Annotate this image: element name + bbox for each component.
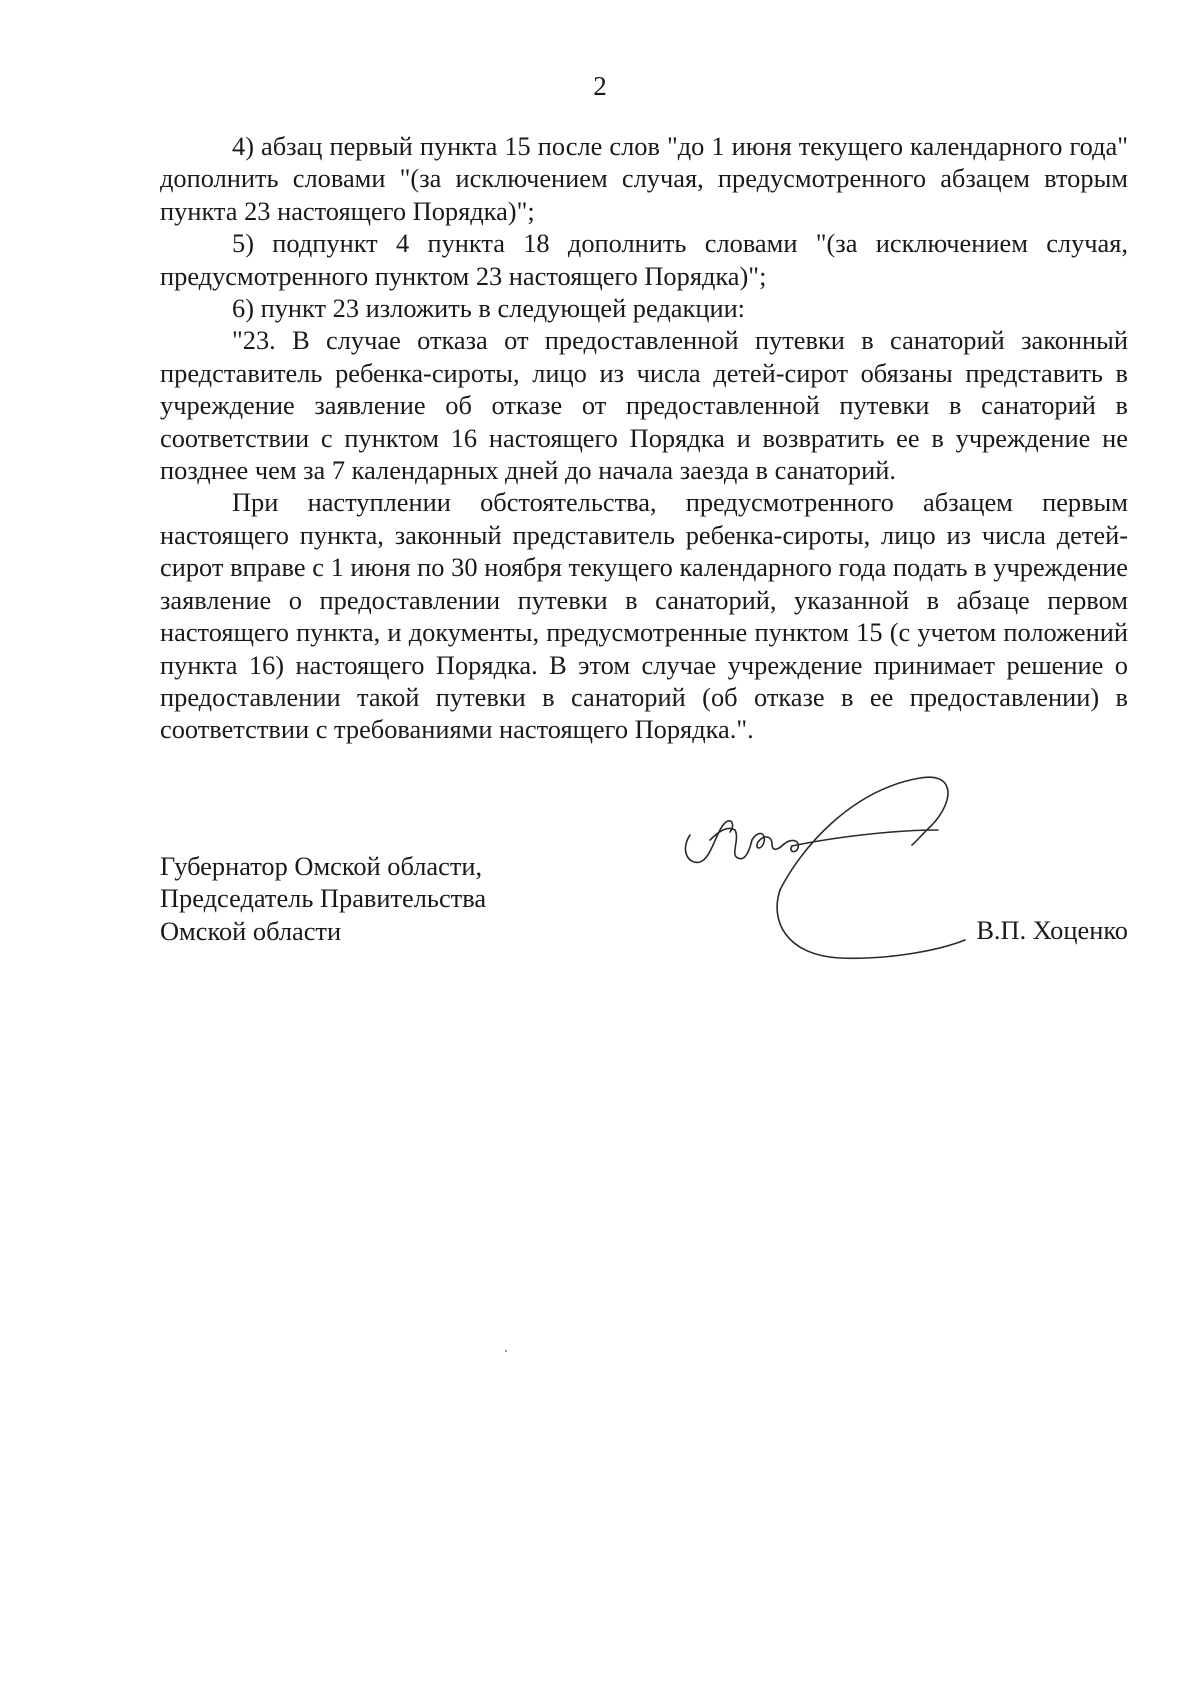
signatory-title-line-1: Губернатор Омской области, <box>160 851 483 881</box>
paragraph-clause-23: "23. В случае отказа от предоставленной путевки в санаторий законный представитель ребенка-сироты, лицо из числа детей-сирот обязаны представить в учреждение заявление об отказе от предоставленной путевки в санаторий в соответствии с пунктом 16 настоящего Порядка и возвратить ее в учреждение не позднее чем за 7 календарных дней до начала заезда в санаторий. <box>160 325 1128 486</box>
scan-artifact-dot <box>505 1350 507 1352</box>
page-number: 2 <box>593 71 607 101</box>
paragraph-item-4: 4) абзац первый пункта 15 после слов "до 1 июня текущего календарного года" дополнить словами "(за исключением случая, предусмотренного абзацем вторым пункта 23 настоящего Порядка)"; <box>160 131 1128 226</box>
paragraph-item-5: 5) подпункт 4 пункта 18 дополнить словами "(за исключением случая, предусмотренного пунктом 23 настоящего Порядка)"; <box>160 228 1128 291</box>
document-body <box>160 130 1128 746</box>
signatory-title <box>160 850 486 947</box>
paragraph-clause-23-second: При наступлении обстоятельства, предусмотренного абзацем первым настоящего пункта, законный представитель ребенка-сироты, лицо из числа детей-сирот вправе с 1 июня по 30 ноября текущего календарного года подать в учреждение заявление о предоставлении путевки в санаторий, указанной в абзаце первом настоящего пункта, и документы, предусмотренные пунктом 15 (с учетом положений пункта 16) настоящего Порядка. В этом случае учреждение принимает решение о предоставлении такой путевки в санаторий (об отказе в ее предоставлении) в соответствии с требованиями настоящего Порядка.". <box>160 487 1128 745</box>
signatory-title-line-2: Председатель Правительства <box>160 883 487 914</box>
paragraph-item-6: 6) пункт 23 изложить в следующей редакции: <box>232 293 746 324</box>
signatory-title-line-3: Омской области <box>160 915 342 946</box>
signatory-name: В.П. Хоценко <box>976 915 1128 945</box>
